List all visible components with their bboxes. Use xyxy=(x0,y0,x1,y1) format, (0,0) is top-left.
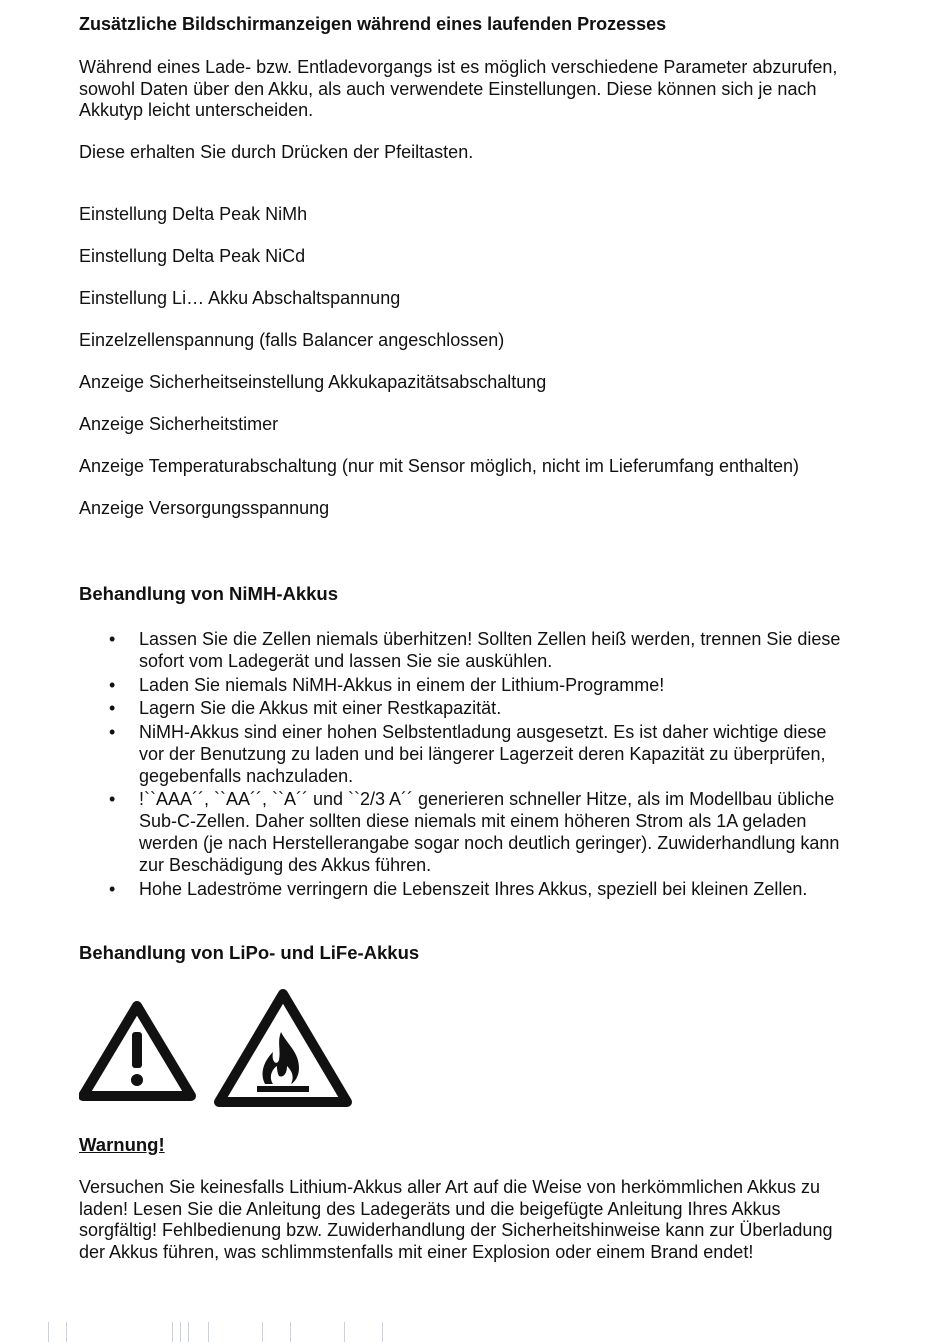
display-item: Einstellung Delta Peak NiMh xyxy=(79,204,308,224)
hazard-icons xyxy=(79,982,379,1112)
nimh-bullet-list xyxy=(79,628,849,901)
display-item: Einstellung Li… Akku Abschaltspannung xyxy=(79,288,401,308)
bullet-icon: • xyxy=(109,629,116,649)
flammable-triangle-icon xyxy=(219,994,347,1102)
bullet-icon: • xyxy=(109,698,116,718)
display-item: Anzeige Sicherheitseinstellung Akkukapazitätsabschaltung xyxy=(79,372,547,392)
lipo-section-title: Behandlung von LiPo- und LiFe-Akkus xyxy=(79,942,420,963)
bullet-icon: • xyxy=(109,674,116,695)
intro-paragraph: Während eines Lade- bzw. Entladevorgangs ist es möglich verschiedene Parameter abzurufen, sowohl Daten über den Akku, als auch verwendete Einstellungen. Diese können sich je nach Akkutyp leicht unterscheiden. xyxy=(79,57,838,120)
display-item: Anzeige Temperaturabschaltung (nur mit Sensor möglich, nicht im Lieferumfang enthalten) xyxy=(79,456,800,476)
display-item: Einzelzellenspannung (falls Balancer angeschlossen) xyxy=(79,330,505,350)
bullet-icon: • xyxy=(109,789,116,809)
list-item: • Lassen Sie die Zellen niemals überhitzen! Sollten Zellen heiß werden, trennen Sie diese sofort vom Ladegerät und lassen Sie sie auskühlen. xyxy=(109,629,841,671)
display-item: Anzeige Sicherheitstimer xyxy=(79,414,279,434)
section-title-display: Zusätzliche Bildschirmanzeigen während eines laufenden Prozesses xyxy=(79,14,667,34)
warning-triangle-icon xyxy=(83,1006,191,1096)
footer-scan-marks xyxy=(0,1318,950,1344)
list-item: • Laden Sie niemals NiMH-Akkus in einem der Lithium-Programme! xyxy=(109,674,665,695)
bullet-icon: • xyxy=(109,878,116,899)
warning-paragraph: Versuchen Sie keinesfalls Lithium-Akkus aller Art auf die Weise von herkömmlichen Akkus zu laden! Lesen Sie die Anleitung des Ladegeräts und die beigefügte Anleitung Ihres Akkus sorgfältig! Fehlbedienung bzw. Zuwiderhandlung der Sicherheitshinweise kann zur Überladung der Akkus führen, was schlimmstenfalls mit einer Explosion oder einem Brand endet! xyxy=(79,1177,833,1262)
arrow-keys-note: Diese erhalten Sie durch Drücken der Pfeiltasten. xyxy=(79,142,474,162)
list-item: • NiMH-Akkus sind einer hohen Selbstentladung ausgesetzt. Es ist daher wichtige diese vor der Benutzung zu laden und bei längerer Lagerzeit deren Kapazität zu überprüfen, gegebenfalls nachzuladen. xyxy=(109,721,827,786)
list-item: • Hohe Ladeströme verringern die Lebenszeit Ihres Akkus, speziell bei kleinen Zellen. xyxy=(109,878,808,899)
bullet-icon: • xyxy=(109,721,116,742)
display-item: Anzeige Versorgungsspannung xyxy=(79,498,330,518)
display-item: Einstellung Delta Peak NiCd xyxy=(79,246,306,266)
list-item: • Lagern Sie die Akkus mit einer Restkapazität. xyxy=(109,698,502,718)
list-item: • !``AAA´´, ``AA´´, ``A´´ und ``2/3 A´´ generieren schneller Hitze, als im Modellbau übliche Sub-C-Zellen. Daher sollten diese niemals mit einem höheren Strom als 1A geladen werden (je nach Herstellerangabe sogar noch deutlich geringer). Zuwiderhandlung kann zur Beschädigung des Akkus führen. xyxy=(109,789,840,875)
warning-title: Warnung! xyxy=(79,1134,165,1155)
nimh-section-title: Behandlung von NiMH-Akkus xyxy=(79,583,339,604)
